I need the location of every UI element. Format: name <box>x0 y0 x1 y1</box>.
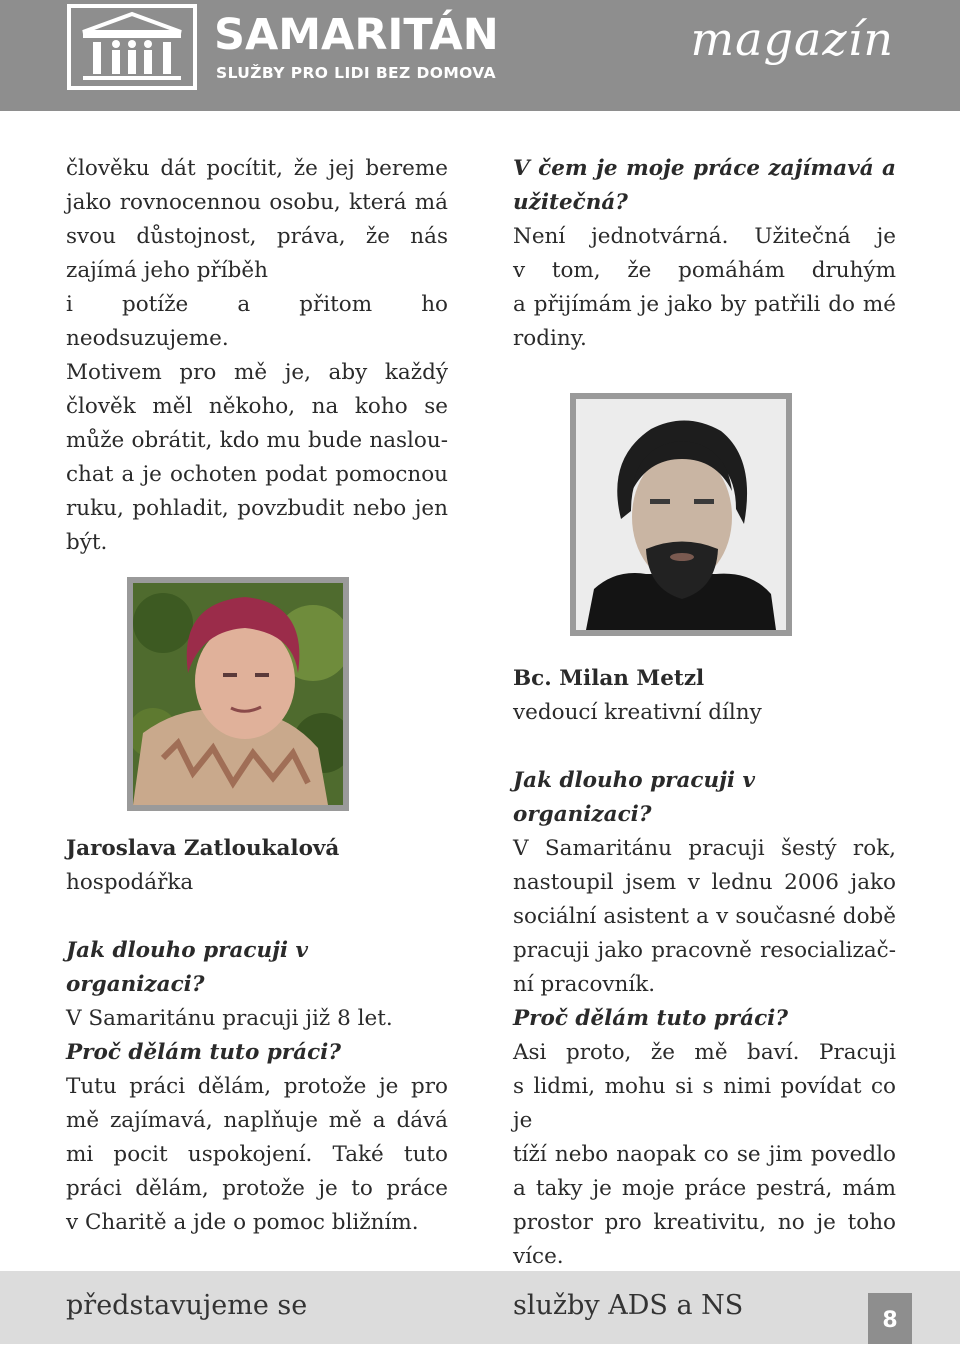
text-line: ruku, pohladit, povzbudit nebo jen <box>66 496 448 521</box>
question: Proč dělám tuto práci? <box>66 1040 341 1065</box>
text-line: a přijímám je jako by patřili do mé <box>513 292 896 317</box>
text-line: prostor pro kreativitu, no je toho <box>513 1210 896 1235</box>
page-number: 8 <box>868 1293 912 1344</box>
person-jaroslava-section <box>66 832 448 1240</box>
text-line: zajímá jeho příběh <box>66 258 268 283</box>
text-line: v Charitě a jde o pomoc bližním. <box>66 1210 419 1235</box>
brand-subtitle: SLUŽBY PRO LIDI BEZ DOMOVA <box>216 64 497 82</box>
text-line: práci dělám, protože je to práce <box>66 1176 448 1201</box>
text-line: s lidmi, mohu si s nimi povídat co je <box>513 1074 896 1133</box>
text-line: rodiny. <box>513 326 587 351</box>
text-line: ní pracovník. <box>513 972 656 997</box>
person-milan-section <box>513 662 896 1274</box>
page-header <box>0 0 960 111</box>
text-line: mě zajímavá, naplňuje mě a dává <box>66 1108 448 1133</box>
person-name: Bc. Milan Metzl <box>513 666 705 691</box>
person-role: hospodářka <box>66 870 194 895</box>
text-line: svou důstojnost, práva, že nás <box>66 224 448 249</box>
text-line: Motivem pro mě je, aby každý <box>66 360 448 385</box>
text-line: tíží nebo naopak co se jim povedlo <box>513 1142 896 1167</box>
text-line: sociální asistent a v současné době <box>513 904 896 929</box>
magazine-title: magazín <box>690 12 894 66</box>
right-intro-text <box>513 152 896 356</box>
text-line: nastoupil jsem v lednu 2006 jako <box>513 870 896 895</box>
text-line: Tutu práci dělám, protože je pro <box>66 1074 448 1099</box>
text-line: v tom, že pomáhám druhým <box>513 258 896 283</box>
text-line: mi pocit uspokojení. Také tuto <box>66 1142 448 1167</box>
photo-milan-metzl <box>570 393 792 636</box>
text-line: chat a je ochoten podat pomocnou <box>66 462 448 487</box>
text-line: být. <box>66 530 108 555</box>
brand-name: SAMARITÁN <box>214 10 499 60</box>
text-line: člověk měl někoho, na koho se <box>66 394 448 419</box>
text-line: Asi proto, že mě baví. Pracuji <box>513 1040 896 1065</box>
footer-subtitle: služby ADS a NS <box>513 1290 744 1321</box>
text-line: V Samaritánu pracuji šestý rok, <box>513 836 896 861</box>
text-line: může obrátit, kdo mu bude naslou- <box>66 428 448 453</box>
text-line: jako rovnocennou osobu, která má <box>66 190 448 215</box>
question: Jak dlouho pracuji v organizaci? <box>66 938 309 997</box>
text-line: a taky je moje práce pestrá, mám <box>513 1176 896 1201</box>
footer-section-title: představujeme se <box>66 1290 308 1321</box>
text-line: i potíže a přitom ho neodsuzujeme. <box>66 292 448 351</box>
left-intro-text <box>66 152 448 560</box>
person-role: vedoucí kreativní dílny <box>513 700 762 725</box>
text-line: pracuji jako pracovně resocializač- <box>513 938 896 963</box>
question: V čem je moje práce zajímavá a užitečná? <box>513 156 896 215</box>
samaritan-logo-icon <box>67 4 197 90</box>
question: Proč dělám tuto práci? <box>513 1006 788 1031</box>
text-line: Není jednotvárná. Užitečná je <box>513 224 896 249</box>
question: Jak dlouho pracuji v organizaci? <box>513 768 756 827</box>
text-line: člověku dát pocítit, že jej bereme <box>66 156 448 181</box>
text-line: V Samaritánu pracuji již 8 let. <box>66 1006 393 1031</box>
photo-jaroslava-zatloukalova <box>127 577 349 811</box>
text-line: více. <box>513 1244 564 1269</box>
person-name: Jaroslava Zatloukalová <box>66 836 340 861</box>
page-footer <box>0 1271 960 1344</box>
